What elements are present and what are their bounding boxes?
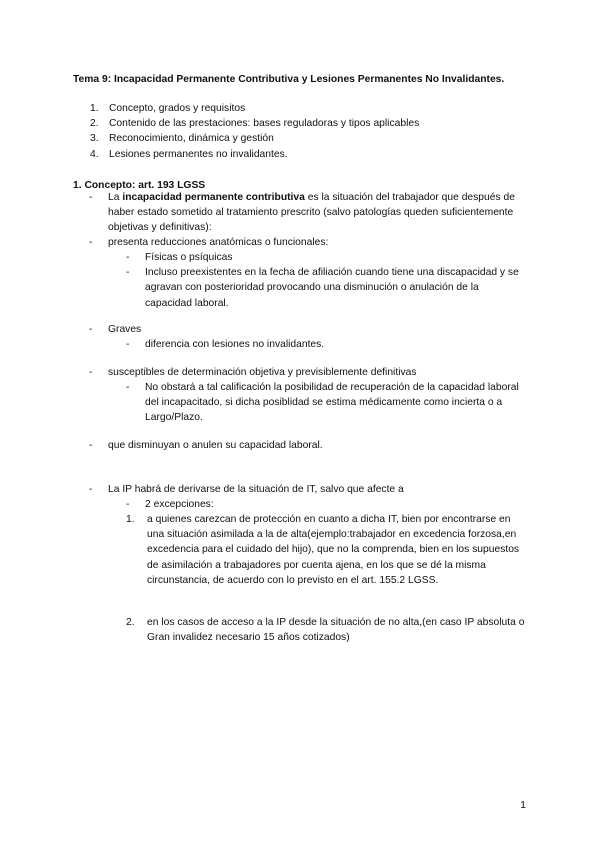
sub-bullet-list: [126, 250, 528, 311]
sub-bullet-text: Físicas o psíquicas: [145, 252, 233, 263]
sub-bullet-item: [126, 337, 528, 352]
sub-bullet-text: No obstará a tal calificación la posibilidad de recuperación de la capacidad laboral del incapacitado, si dicha posiblidad se estima médicamente como incierta o a Largo/Plazo.: [145, 382, 519, 424]
toc-text: Lesiones permanentes no invalidantes.: [109, 148, 288, 160]
dash-bullet: -: [89, 484, 93, 495]
toc-text: Contenido de las prestaciones: bases reguladoras y tipos aplicables: [109, 118, 420, 130]
toc-item: [90, 101, 419, 116]
exception-number: 2.: [126, 617, 135, 628]
bullet-item: [89, 235, 529, 250]
toc-item: [90, 131, 419, 146]
sub-bullet-text: 2 excepciones:: [145, 499, 214, 510]
bullet-text: que disminuyan o anulen su capacidad laboral.: [108, 440, 323, 451]
sub-bullet-item: [126, 497, 528, 512]
toc-number: 3.: [90, 133, 99, 145]
dash-bullet: -: [126, 267, 130, 279]
bullet-text: La IP habrá de derivarse de la situación de IT, salvo que afecte a: [108, 484, 404, 495]
sub-bullet-item: [126, 250, 528, 265]
dash-bullet: -: [126, 499, 130, 510]
bullet-item: [89, 482, 529, 497]
toc-text: Reconocimiento, dinámica y gestión: [109, 133, 274, 145]
exception-item: [126, 615, 528, 645]
exception-text: en los casos de acceso a la IP desde la situación de no alta,(en caso IP absoluta o Gran invalidez necesario 15 años cotizados): [147, 617, 525, 644]
bold-term: incapacidad permanente contributiva: [122, 192, 305, 203]
page-number: 1: [520, 800, 526, 811]
bullet-item: [89, 438, 529, 453]
dash-bullet: -: [89, 324, 93, 335]
dash-bullet: -: [89, 192, 93, 203]
bullet-text: La incapacidad permanente contributiva es la situación del trabajador que después de haber estado sometido al tratamiento prescrito (salvo patologías queden suficientemente objetivas y definitivas):: [108, 192, 515, 234]
toc-text: Concepto, grados y requisitos: [109, 103, 246, 114]
toc-number: 4.: [90, 148, 99, 160]
bullet-text: Graves: [108, 324, 142, 335]
bullet-text: susceptibles de determinación objetiva y previsiblemente definitivas: [108, 367, 417, 378]
bullet-item: [89, 365, 529, 380]
dash-bullet: -: [89, 440, 93, 451]
dash-bullet: -: [89, 367, 93, 378]
dash-bullet: -: [126, 382, 130, 393]
toc-item: [90, 116, 419, 131]
exception-item: [126, 512, 528, 588]
table-of-contents: [90, 101, 419, 162]
dash-bullet: -: [126, 339, 130, 350]
dash-bullet: -: [126, 252, 130, 263]
bullet-item: [89, 322, 529, 337]
bullet-text: presenta reducciones anatómicas o funcionales:: [108, 237, 329, 248]
dash-bullet: -: [89, 237, 93, 248]
toc-number: 2.: [90, 118, 99, 130]
exception-text: a quienes carezcan de protección en cuanto a dicha IT, bien por encontrarse en una situación asimilada a la de alta(ejemplo:trabajador en excedencia forzosa,en excedencia para el cuidado del hijo), que no la comprenda, bien en los supuestos de asimilación a trabajadores por cuenta ajena, en los que se dé la misma circunstancia, de acuerdo con lo previsto en el art. 155.2 LGSS.: [147, 514, 520, 586]
sub-bullet-item: [126, 265, 528, 311]
sub-bullet-text: Incluso preexistentes en la fecha de afiliación cuando tiene una discapacidad y se agravan con posterioridad provocando una disminución o anulación de la capacidad laboral.: [145, 267, 519, 309]
toc-item: [90, 147, 419, 162]
exception-number: 1.: [126, 514, 135, 525]
bullet-item: [89, 190, 529, 236]
toc-number: 1.: [90, 103, 99, 114]
sub-bullet-item: [126, 380, 528, 426]
document-title: Tema 9: Incapacidad Permanente Contributiva y Lesiones Permanentes No Invalidantes.: [73, 74, 505, 85]
sub-bullet-text: diferencia con lesiones no invalidantes.: [145, 339, 325, 350]
section-heading: 1. Concepto: art. 193 LGSS: [73, 180, 206, 191]
